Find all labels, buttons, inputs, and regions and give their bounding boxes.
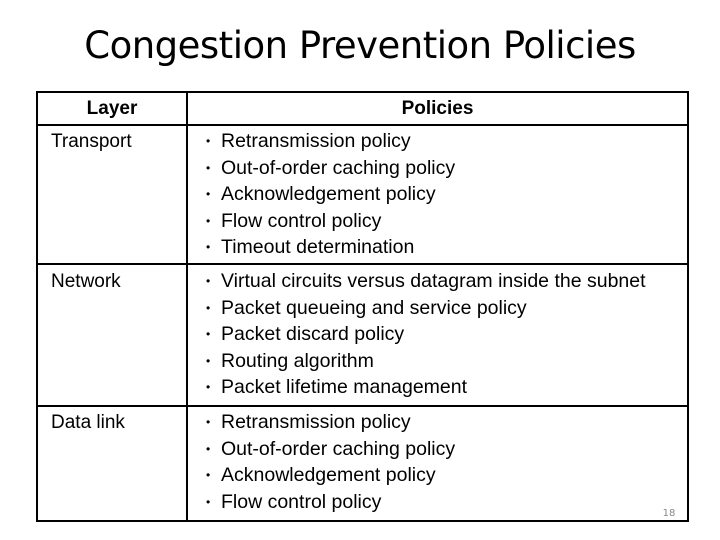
layer-transport: Transport: [51, 131, 132, 152]
policy-list-transport: [206, 128, 455, 261]
list-item: [206, 436, 455, 463]
list-item: [206, 409, 455, 436]
policy-text: Retransmission policy: [221, 411, 411, 433]
header-divider: [38, 124, 687, 126]
policy-text: Retransmission policy: [221, 130, 411, 152]
header-layer: Layer: [86, 98, 138, 119]
policy-text: Packet discard policy: [221, 323, 405, 346]
list-item: [206, 128, 455, 155]
list-item: [206, 489, 455, 516]
bullet-icon: •: [206, 300, 211, 315]
bullet-icon: •: [206, 274, 211, 288]
bullet-icon: •: [206, 494, 211, 509]
policy-text: Out-of-order caching policy: [221, 156, 456, 179]
policy-text: Flow control policy: [221, 209, 382, 232]
list-item: [206, 208, 455, 235]
policy-text: Out-of-order caching policy: [221, 437, 456, 460]
bullet-icon: •: [206, 160, 211, 175]
policy-table: [36, 91, 689, 522]
list-item: [206, 462, 455, 489]
policy-text: Packet queueing and service policy: [221, 296, 527, 319]
header-policies: Policies: [401, 98, 474, 119]
bullet-icon: •: [206, 134, 211, 148]
bullet-icon: •: [206, 240, 211, 255]
bullet-icon: •: [206, 187, 211, 202]
column-divider: [186, 93, 188, 520]
row-divider-network: [38, 405, 687, 407]
policy-text: Timeout determination: [221, 236, 415, 259]
list-item: [206, 234, 455, 261]
policy-text: Acknowledgement policy: [221, 183, 436, 206]
bullet-icon: •: [206, 415, 211, 429]
policy-list-network: [206, 268, 646, 401]
policy-text: Virtual circuits versus datagram inside the subnet: [221, 270, 646, 292]
bullet-icon: •: [206, 380, 211, 395]
bullet-icon: •: [206, 353, 211, 368]
bullet-icon: •: [206, 213, 211, 228]
slide-title: Congestion Prevention Policies: [84, 24, 636, 67]
list-item: [206, 374, 646, 401]
layer-network: Network: [51, 271, 121, 292]
list-item: [206, 295, 646, 322]
policy-text: Routing algorithm: [221, 349, 374, 372]
bullet-icon: •: [206, 441, 211, 456]
list-item: [206, 321, 646, 348]
bullet-icon: •: [206, 468, 211, 483]
layer-data-link: Data link: [51, 412, 125, 433]
policy-text: Flow control policy: [221, 490, 382, 513]
bullet-icon: •: [206, 327, 211, 342]
row-divider-transport: [38, 263, 687, 265]
list-item: [206, 348, 646, 375]
policy-text: Packet lifetime management: [221, 376, 468, 399]
list-item: [206, 155, 455, 182]
list-item: [206, 268, 646, 295]
policy-text: Acknowledgement policy: [221, 464, 436, 487]
list-item: [206, 181, 455, 208]
policy-list-data-link: [206, 409, 455, 515]
page-number: 18: [662, 508, 676, 519]
